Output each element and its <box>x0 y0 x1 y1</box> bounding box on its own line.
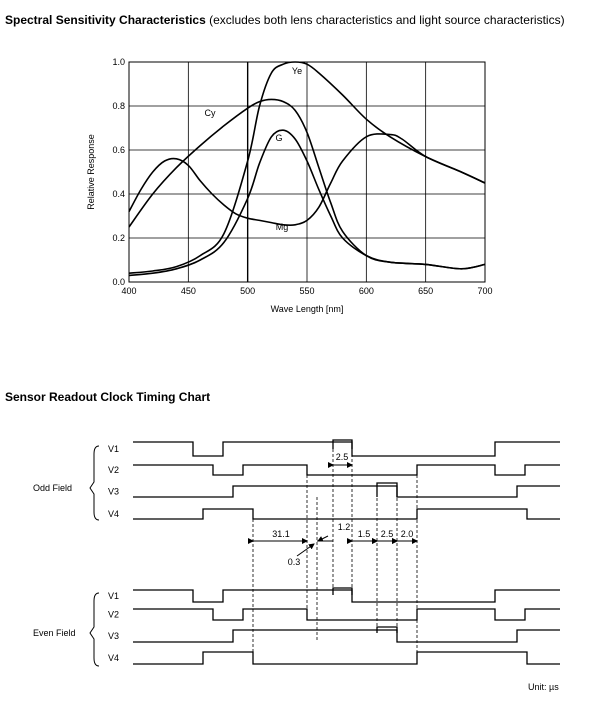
even-waveform-v1 <box>133 590 560 602</box>
even-waveform-v3 <box>133 630 560 642</box>
timing-chart-title: Sensor Readout Clock Timing Chart <box>5 390 211 404</box>
interval-label-2: 1.2 <box>337 522 351 532</box>
series-label-ye: Ye <box>291 66 303 76</box>
even-waveform-v4 <box>133 652 560 664</box>
even-bracket <box>90 593 99 666</box>
y-tick-label: 1.0 <box>112 57 125 67</box>
chart-labels <box>86 57 493 314</box>
odd-bracket <box>90 446 99 520</box>
timing-guides <box>253 449 417 664</box>
y-tick-label: 0.2 <box>112 233 125 243</box>
spectral-chart-subtitle: (excludes both lens characteristics and light source characteristics) <box>209 13 565 27</box>
even-v3-readout-pulse <box>377 627 397 633</box>
interval-label-3: 0.3 <box>287 557 301 567</box>
dim-interval-3-arrow <box>297 544 314 556</box>
odd-group-label: Odd Field <box>33 483 73 493</box>
spectral-chart-title: Spectral Sensitivity Characteristics <box>5 13 206 27</box>
even-label-v1: V1 <box>108 591 120 601</box>
even-label-v4: V4 <box>108 653 120 663</box>
interval-label-4: 1.5 <box>357 529 371 539</box>
x-tick-label: 600 <box>358 286 374 296</box>
series-label-mg: Mg <box>275 222 289 232</box>
chart-grid <box>129 62 485 282</box>
odd-waveform-v3 <box>133 486 560 497</box>
x-tick-label: 500 <box>240 286 256 296</box>
x-axis-label: Wave Length [nm] <box>270 304 344 314</box>
interval-label-5: 2.5 <box>380 529 394 539</box>
timing-annotations <box>33 444 417 666</box>
odd-label-v2: V2 <box>108 465 120 475</box>
timing-unit-label: Unit: µs <box>528 682 559 692</box>
even-waveform-v2 <box>133 609 560 620</box>
x-tick-label: 650 <box>418 286 434 296</box>
odd-waveform-v4 <box>133 509 560 519</box>
odd-v3-readout-pulse <box>377 483 397 497</box>
x-tick-label: 550 <box>299 286 315 296</box>
y-tick-label: 0.4 <box>112 189 125 199</box>
y-tick-label: 0.6 <box>112 145 125 155</box>
dim-interval-2-arrow <box>318 536 328 541</box>
odd-label-v1: V1 <box>108 444 120 454</box>
odd-label-v4: V4 <box>108 509 120 519</box>
even-group-label: Even Field <box>33 628 76 638</box>
y-axis-label: Relative Response <box>86 134 96 210</box>
x-tick-label: 400 <box>121 286 137 296</box>
odd-waveform-v2 <box>133 465 560 475</box>
interval-label-6: 2.0 <box>400 529 414 539</box>
interval-label-1: 31.1 <box>272 529 290 539</box>
y-tick-label: 0.8 <box>112 101 125 111</box>
x-tick-label: 700 <box>477 286 493 296</box>
series-label-g: G <box>275 133 283 143</box>
spectral-chart <box>0 0 600 330</box>
odd-waveform-v1 <box>133 442 560 456</box>
x-tick-label: 450 <box>180 286 196 296</box>
y-tick-label: 0.0 <box>112 277 125 287</box>
odd-v1-readout-pulse <box>333 440 352 449</box>
interval-label-pulse-width: 2.5 <box>335 452 349 462</box>
series-label-cy: Cy <box>204 108 216 118</box>
even-v1-readout-pulse <box>333 588 352 595</box>
odd-label-v3: V3 <box>108 486 120 497</box>
even-label-v2: V2 <box>108 609 120 620</box>
timing-waveforms <box>133 440 560 664</box>
even-label-v3: V3 <box>108 631 120 641</box>
